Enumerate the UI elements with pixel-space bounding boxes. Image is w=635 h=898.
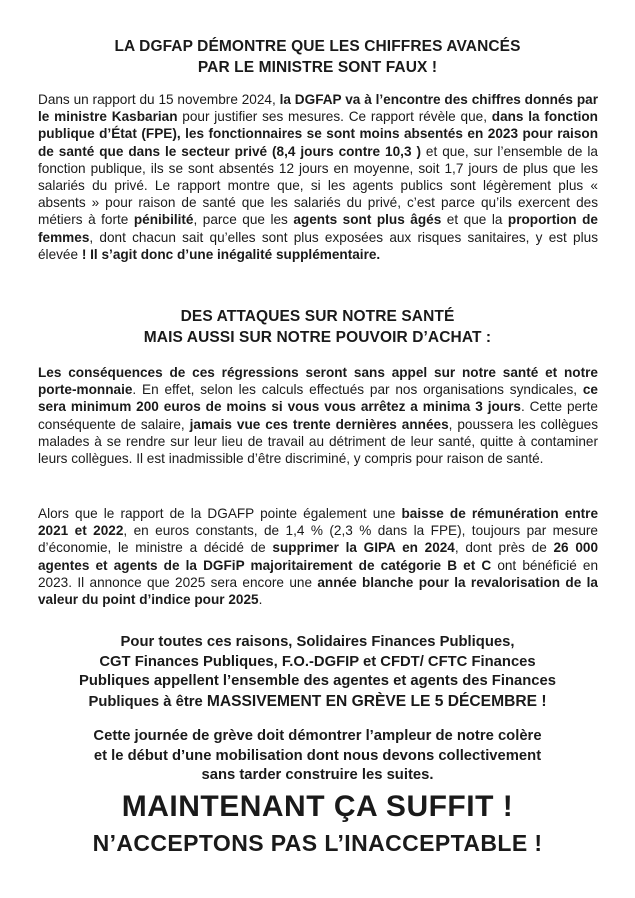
text: , dont chacun sait qu’elles sont plus exposées aux risques sanitaires, y est plus élevée xyxy=(38,229,598,262)
slogan-inacceptable: N’ACCEPTONS PAS L’INACCEPTABLE ! xyxy=(92,830,543,856)
text-bold: année blanche pour la revalorisation de la valeur du point d’indice pour 2025 xyxy=(38,574,598,608)
text: et que la xyxy=(441,212,508,228)
text-bold: ! Il s’agit donc d’une inégalité supplémentaire. xyxy=(81,246,381,262)
text-bold: dans la fonction publique d’État (FPE), les fonctionnaires se sont moins absentés en 2023 pour raison de santé que dans le secteur privé (8,4 jours contre 10,3 ) xyxy=(38,109,598,159)
strike-date: MASSIVEMENT EN GRÈVE LE 5 DÉCEMBRE ! xyxy=(206,692,547,710)
text: . En effet, selon les calculs effectués par nos organisations syndicales, xyxy=(132,382,583,398)
text: et que, sur l’ensemble de la fonction publique, ils se sont absentés 12 jours en moyenne, soit 1,7 jours de plus que les salariés du privé. Le rapport montre que, si les agents publics sont légèrement plus « absents » pour raison de santé que les salariés du privé, c’est parce qu’ils exercent des métiers à forte xyxy=(38,143,598,228)
title-dgfap-line1: LA DGFAP DÉMONTRE QUE LES CHIFFRES AVANCÉS xyxy=(114,38,521,55)
slogan-maintenant: MAINTENANT ÇA SUFFIT ! xyxy=(121,790,514,823)
text: , dont près de xyxy=(454,540,554,556)
text: . xyxy=(258,592,263,608)
mobilisation-message xyxy=(30,727,605,786)
text: Dans un rapport du 15 novembre 2024, xyxy=(38,92,280,107)
text-bold: supprimer la GIPA en 2024 xyxy=(272,540,455,556)
text-bold: jamais vue ces trente dernières années xyxy=(189,416,449,432)
mobilisation-line2: et le début d’une mobilisation dont nous devons collectivement xyxy=(93,747,542,764)
title-dgfap xyxy=(30,36,605,78)
text: pour justifier ses mesures. Ce rapport révèle que, xyxy=(177,109,492,125)
text: . Cette perte conséquente de salaire, xyxy=(38,399,598,432)
paragraph-remuneration xyxy=(38,505,598,608)
paragraph-consequences xyxy=(38,364,598,467)
strike-call-line1: Pour toutes ces raisons, Solidaires Finances Publiques, xyxy=(120,634,515,650)
text: Publiques à être xyxy=(88,693,207,710)
text-bold: agents sont plus âgés xyxy=(293,212,442,228)
text: ont bénéficié en 2023. Il annonce que 2025 sera encore une xyxy=(38,557,599,590)
text-bold: pénibilité xyxy=(133,212,194,228)
text: , en euros constants, de 1,4 % (2,3 % dans la FPE), toujours par mesure d’économie, le ministre a décidé de xyxy=(38,523,598,556)
text-bold: la DGFAP va à l’encontre des chiffres donnés par le ministre Kasbarian xyxy=(38,92,599,125)
title-attaques xyxy=(30,306,605,348)
title-dgfap-line2: PAR LE MINISTRE SONT FAUX ! xyxy=(197,59,438,76)
strike-call xyxy=(30,633,605,712)
text: Alors que le rapport de la DGAFP pointe également une xyxy=(38,506,402,521)
text: , poussera les collègues malades à se rendre sur leur lieu de travail au détriment de leur santé, quitte à contaminer leurs collègues. Il est inadmissible d’être discriminé, y compris pour raison de santé. xyxy=(38,416,598,467)
strike-call-line4 xyxy=(30,692,605,713)
strike-call-line3: Publiques appellent l’ensemble des agentes et agents des Finances xyxy=(79,673,556,689)
text-bold: proportion de femmes xyxy=(38,212,598,245)
mobilisation-line3: sans tarder construire les suites. xyxy=(201,767,434,783)
strike-call-line2: CGT Finances Publiques, F.O.-DGFIP et CFDT/ CFTC Finances xyxy=(99,653,536,670)
mobilisation-line1: Cette journée de grève doit démontrer l’ampleur de notre colère xyxy=(93,728,542,744)
text-bold: ce sera minimum 200 euros de moins si vous vous arrêtez a minima 3 jours xyxy=(38,382,598,415)
text-bold: Les conséquences de ces régressions seront sans appel sur notre santé et notre porte-monnaie xyxy=(38,365,598,398)
title-attaques-line1: DES ATTAQUES SUR NOTRE SANTÉ xyxy=(180,308,455,325)
text-bold: baisse de rémunération entre 2021 et 2022 xyxy=(38,506,599,539)
text-bold: 26 000 agentes et agents de la DGFiP majoritairement de catégorie B et C xyxy=(38,540,599,573)
text: , parce que les xyxy=(193,212,294,228)
title-attaques-line2: MAIS AUSSI SUR NOTRE POUVOIR D’ACHAT : xyxy=(143,329,492,346)
paragraph-rapport xyxy=(38,91,598,263)
